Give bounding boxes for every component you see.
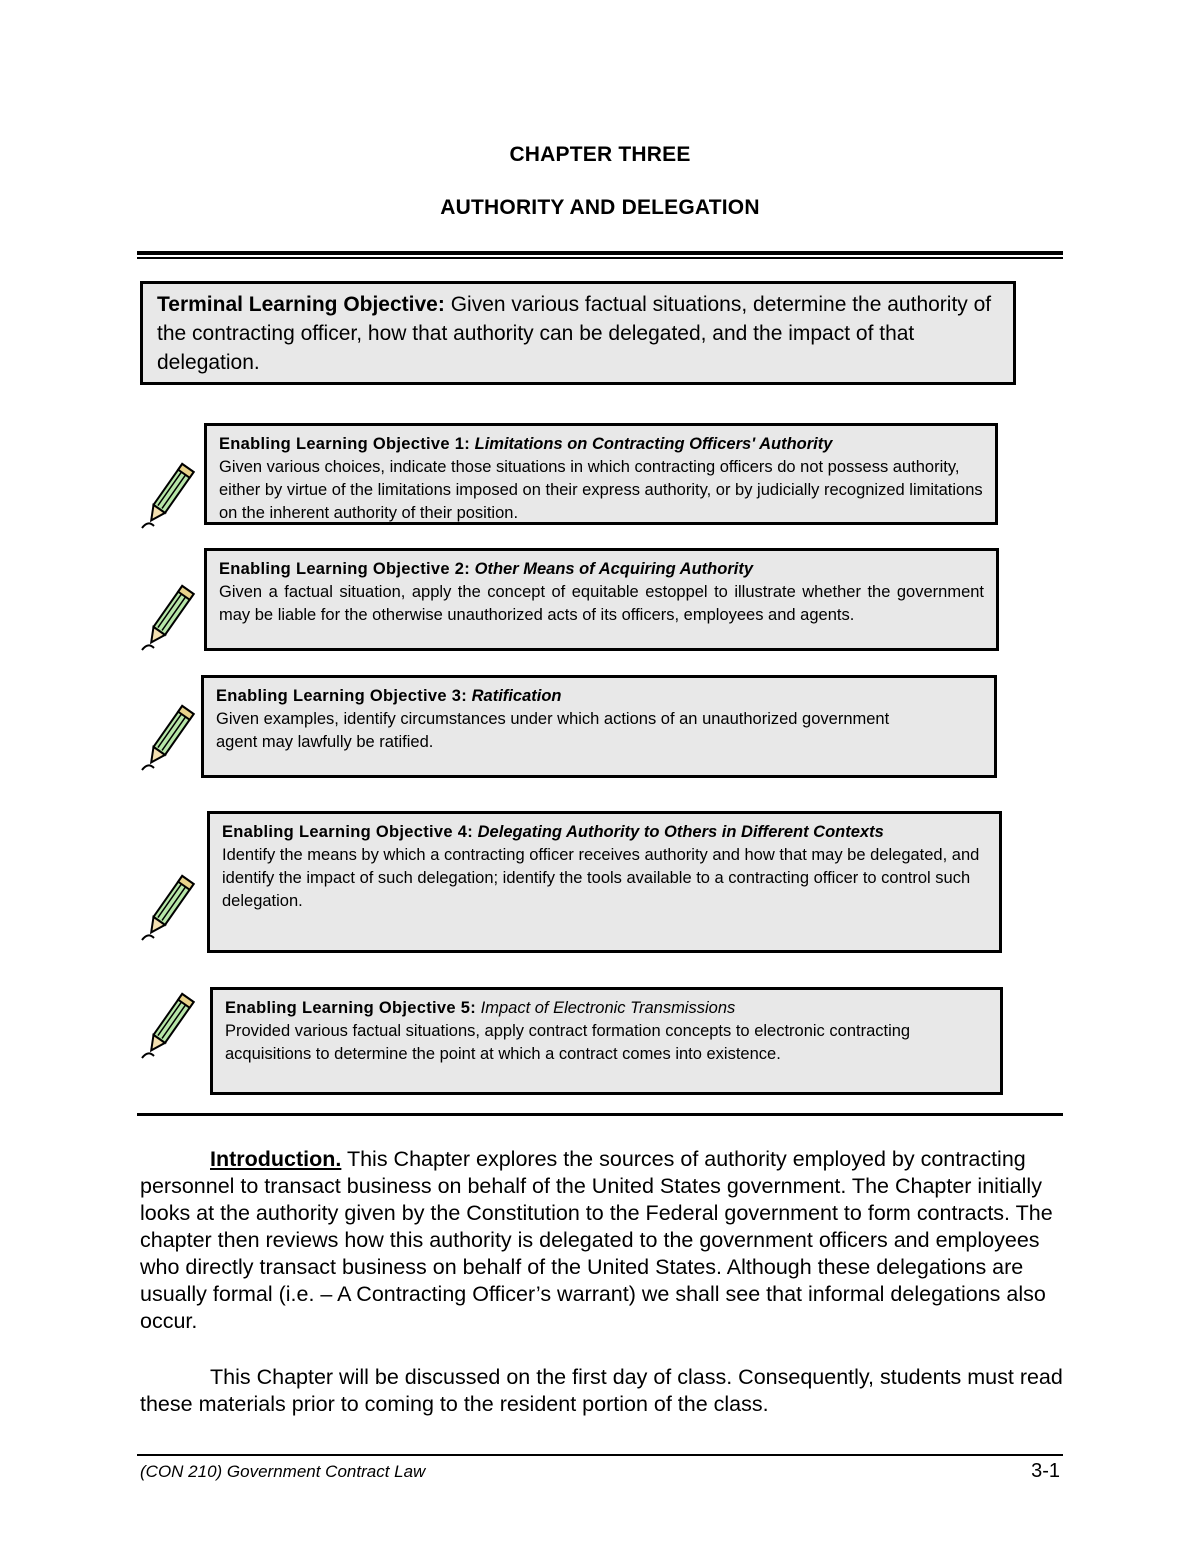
enabling-objective-5-heading — [225, 997, 988, 1020]
enabling-objective-2-heading — [219, 558, 984, 581]
enabling-objective-3-heading — [216, 685, 982, 708]
enabling-objective-5-text: Provided various factual situations, apply contract formation concepts to electronic contracting acquisitions to determine the point at which a contract comes into existence. — [225, 1022, 911, 1063]
enabling-objective-1-text: Given various choices, indicate those situations in which contracting officers do not possess authority, either by virtue of the limitations imposed on their express authority, or by judicially recognized limitations on the inherent authority of their position. — [219, 458, 983, 522]
pencil-icon — [140, 990, 198, 1060]
enabling-objective-4-title: Delegating Authority to Others in Different Contexts — [477, 823, 884, 841]
enabling-objective-3-label: Enabling Learning Objective 3: — [216, 687, 468, 705]
introduction-heading: Introduction. — [210, 1147, 342, 1171]
chapter-number-title: CHAPTER THREE — [509, 143, 691, 166]
enabling-objective-2-label: Enabling Learning Objective 2: — [219, 560, 471, 578]
page-number: 3-1 — [1031, 1460, 1060, 1482]
enabling-objective-3-box — [201, 675, 997, 778]
chapter-subject-title: AUTHORITY AND DELEGATION — [440, 196, 760, 219]
header-rule-bottom — [137, 257, 1063, 259]
enabling-objective-1-box — [204, 423, 998, 525]
enabling-objective-5-label: Enabling Learning Objective 5: — [225, 999, 477, 1017]
footer-rule — [137, 1454, 1063, 1456]
terminal-objective-text: Given various factual situations, determine the authority of the contracting officer, how that authority can be delegated, and the impact of that delegation. — [157, 293, 992, 374]
terminal-objective-box — [140, 281, 1016, 385]
pencil-icon — [140, 872, 198, 942]
pencil-icon — [140, 460, 198, 530]
objectives-bottom-rule — [137, 1113, 1063, 1116]
enabling-objective-1-label: Enabling Learning Objective 1: — [219, 435, 471, 453]
enabling-objective-1-heading — [219, 433, 983, 456]
header-rule-top — [137, 251, 1063, 255]
enabling-objective-4-text: Identify the means by which a contracting officer receives authority and how that may be delegated, and identify the impact of such delegation; identify the tools available to a contracting officer to control such delegation. — [222, 846, 980, 910]
pencil-icon — [140, 702, 198, 772]
enabling-objective-5-title: Impact of Electronic Transmissions — [480, 999, 736, 1017]
enabling-objective-2-text: Given a factual situation, apply the concept of equitable estoppel to illustrate whether the government may be liable for the otherwise unauthorized acts of its officers, employees and agents. — [219, 583, 984, 624]
footer-course: (CON 210) Government Contract Law — [140, 1462, 426, 1481]
enabling-objective-3-text: Given examples, identify circumstances under which actions of an unauthorized government agent may lawfully be ratified. — [216, 710, 890, 751]
enabling-objective-2-title: Other Means of Acquiring Authority — [474, 560, 754, 578]
class-note-paragraph — [140, 1364, 1065, 1418]
pencil-icon — [140, 582, 198, 652]
class-note-text: This Chapter will be discussed on the first day of class. Consequently, students must read these materials prior to coming to the resident portion of the class. — [140, 1365, 1063, 1416]
introduction-text: This Chapter explores the sources of authority employed by contracting personnel to transact business on behalf of the United States government. The Chapter initially looks at the authority given by the Constitution to the Federal government to form contracts. The chapter then reviews how this authority is delegated to the government officers and employees who directly transact business on behalf of the United States. Although these delegations are usually formal (i.e. – A Contracting Officer’s warrant) we shall see that informal delegations also occur. — [140, 1147, 1053, 1333]
enabling-objective-1-title: Limitations on Contracting Officers' Authority — [474, 435, 833, 453]
enabling-objective-2-box — [204, 548, 999, 651]
enabling-objective-4-box — [207, 811, 1002, 953]
enabling-objective-4-label: Enabling Learning Objective 4: — [222, 823, 474, 841]
enabling-objective-3-title: Ratification — [471, 687, 562, 705]
introduction-paragraph — [140, 1146, 1065, 1335]
enabling-objective-5-box — [210, 987, 1003, 1095]
terminal-objective-label: Terminal Learning Objective: — [157, 293, 445, 316]
enabling-objective-4-heading — [222, 821, 987, 844]
